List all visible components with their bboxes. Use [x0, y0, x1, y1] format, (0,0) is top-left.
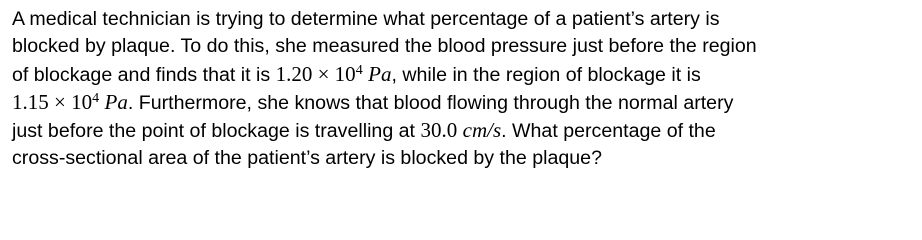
line-5-text-before: just before the point of blockage is travelling at	[12, 120, 421, 143]
problem-line-1	[12, 6, 917, 33]
problem-statement	[12, 6, 917, 173]
problem-line-4	[12, 89, 917, 117]
problem-line-2	[12, 33, 917, 60]
pressure-blockage-mantissa: 1.15 × 10	[12, 89, 93, 114]
velocity-value: 30.0	[420, 118, 458, 143]
line-6-text: cross-sectional area of the patient’s artery is blocked by the plaque?	[12, 147, 602, 170]
line-1-text: A medical technician is trying to determine what percentage of a patient’s artery is	[12, 8, 720, 30]
pressure-blockage-exponent: 4	[92, 90, 100, 106]
problem-line-5	[12, 117, 917, 145]
pressure-before-unit: Pa	[368, 61, 392, 86]
line-3-text-before: of blockage and finds that it is	[12, 63, 276, 86]
line-5-text-after: . What percentage of the	[501, 120, 716, 143]
pressure-before-exponent: 4	[355, 62, 363, 78]
line-2-text: blocked by plaque. To do this, she measured the blood pressure just before the region	[12, 35, 757, 58]
velocity-unit: cm/s	[462, 118, 502, 143]
pressure-before-mantissa: 1.20 × 10	[275, 61, 356, 86]
pressure-blockage-unit: Pa	[104, 89, 128, 114]
problem-line-3	[12, 61, 917, 89]
line-3-text-after: , while in the region of blockage it is	[391, 63, 701, 86]
line-4-text-after: . Furthermore, she knows that blood flowing through the normal artery	[127, 91, 734, 114]
problem-line-6	[12, 145, 917, 172]
